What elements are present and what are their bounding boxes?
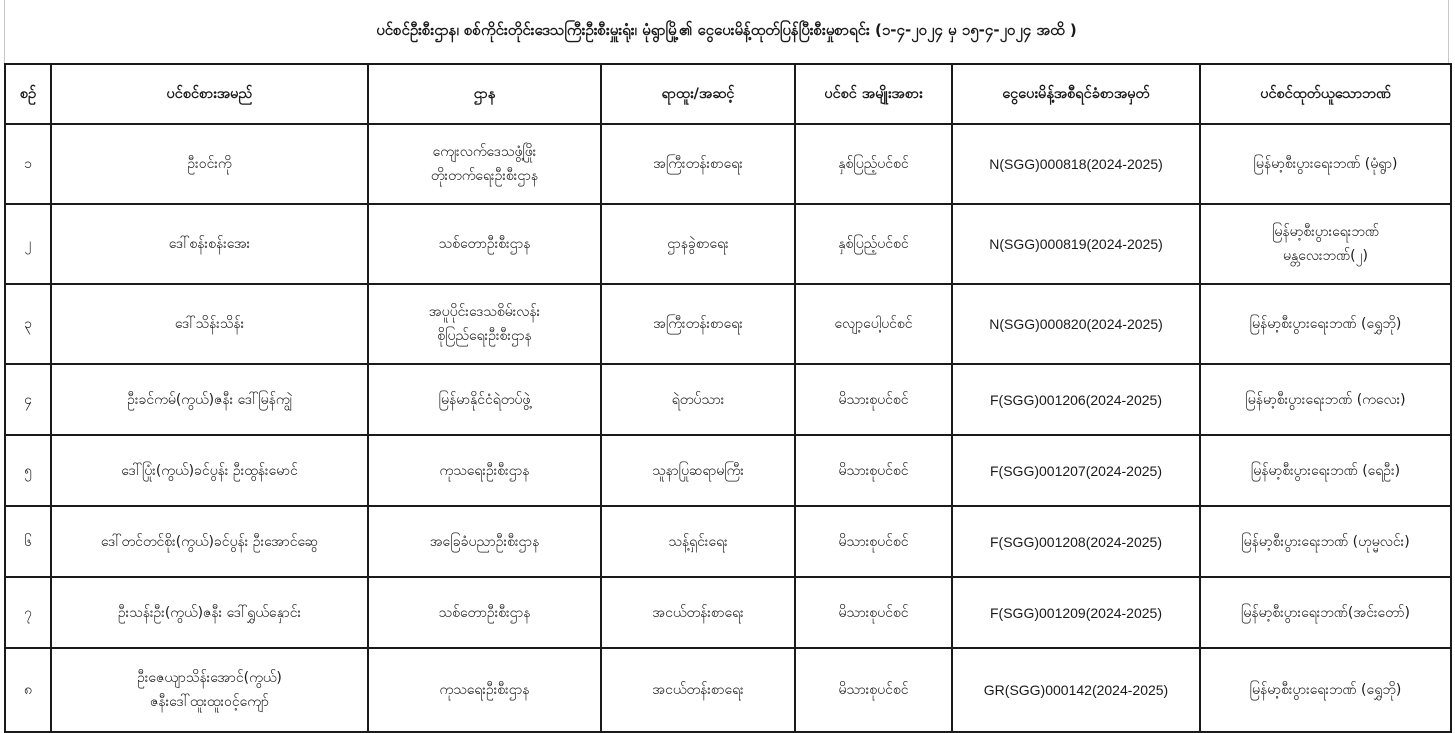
cell-rank: အငယ်တန်းစာရေး bbox=[601, 577, 795, 648]
cell-department: မြန်မာနိုင်ငံရဲတပ်ဖွဲ့ bbox=[368, 364, 601, 435]
cell-no: ၄ bbox=[5, 364, 51, 435]
cell-bank: မြန်မာ့စီးပွားရေးဘဏ် မန္တလေးဘဏ်(၂) bbox=[1200, 204, 1451, 284]
table-row bbox=[5, 364, 1451, 435]
cell-no: ၈ bbox=[5, 648, 51, 732]
table-row bbox=[5, 577, 1451, 648]
cell-permit-no: N(SGG)000820(2024-2025) bbox=[952, 284, 1200, 364]
table-header-row bbox=[5, 64, 1451, 124]
cell-name: ဒေါ်စန်းစန်းအေး bbox=[51, 204, 368, 284]
cell-rank: သူနာပြုဆရာမကြီး bbox=[601, 435, 795, 506]
cell-pension-type: မိသားစုပင်စင် bbox=[795, 506, 952, 577]
cell-rank: သန့်ရှင်းရေး bbox=[601, 506, 795, 577]
table-row bbox=[5, 124, 1451, 204]
cell-no: ၆ bbox=[5, 506, 51, 577]
cell-name: ဦးခင်ကမ်(ကွယ်)ဇနီး ဒေါ်မြန်ကျွဲ bbox=[51, 364, 368, 435]
table-row bbox=[5, 284, 1451, 364]
cell-rank: အငယ်တန်းစာရေး bbox=[601, 648, 795, 732]
cell-pension-type: မိသားစုပင်စင် bbox=[795, 364, 952, 435]
cell-bank: မြန်မာ့စီးပွားရေးဘဏ် (ရွှေဘို) bbox=[1200, 648, 1451, 732]
cell-rank: အကြီးတန်းစာရေး bbox=[601, 284, 795, 364]
cell-no: ၂ bbox=[5, 204, 51, 284]
cell-permit-no: N(SGG)000818(2024-2025) bbox=[952, 124, 1200, 204]
cell-permit-no: N(SGG)000819(2024-2025) bbox=[952, 204, 1200, 284]
cell-bank: မြန်မာ့စီးပွားရေးဘဏ် (ရွှေဘို) bbox=[1200, 284, 1451, 364]
cell-pension-type: လျော့ပေါ့ပင်စင် bbox=[795, 284, 952, 364]
cell-bank: မြန်မာ့စီးပွားရေးဘဏ် (ရေဦး) bbox=[1200, 435, 1451, 506]
cell-bank: မြန်မာ့စီးပွားရေးဘဏ် (ဟုမ္မလင်း) bbox=[1200, 506, 1451, 577]
cell-bank: မြန်မာ့စီးပွားရေးဘဏ် (ကလေး) bbox=[1200, 364, 1451, 435]
cell-department: သစ်တောဦးစီးဌာန bbox=[368, 577, 601, 648]
table-row bbox=[5, 204, 1451, 284]
header-bank: ပင်စင်ထုတ်ယူသောဘဏ် bbox=[1200, 64, 1451, 124]
cell-bank: မြန်မာ့စီးပွားရေးဘဏ်(အင်းတော်) bbox=[1200, 577, 1451, 648]
cell-pension-type: မိသားစုပင်စင် bbox=[795, 648, 952, 732]
table-row bbox=[5, 435, 1451, 506]
cell-permit-no: F(SGG)001207(2024-2025) bbox=[952, 435, 1200, 506]
cell-name: ဦးဝင်းကို bbox=[51, 124, 368, 204]
cell-permit-no: F(SGG)001208(2024-2025) bbox=[952, 506, 1200, 577]
cell-rank: ဌာနခွဲစာရေး bbox=[601, 204, 795, 284]
cell-no: ၇ bbox=[5, 577, 51, 648]
cell-name: ဒေါ်သိန်းသိန်း bbox=[51, 284, 368, 364]
cell-bank: မြန်မာ့စီးပွားရေးဘဏ် (မုံရွာ) bbox=[1200, 124, 1451, 204]
cell-pension-type: မိသားစုပင်စင် bbox=[795, 435, 952, 506]
document-title: ပင်စင်ဦးစီးဌာန၊ စစ်ကိုင်းတိုင်းဒေသကြီးဦးစီးမှူးရုံး၊ မုံရွာမြို့၏ ငွေပေးမိန့်ထုတ်ပြန်ပြီးစီးမှုစာရင်း (၁-၄-၂၀၂၄ မှ ၁၅-၄-၂၀၂၄ အထိ ) bbox=[4, 0, 1449, 63]
header-rank: ရာထူး/အဆင့် bbox=[601, 64, 795, 124]
cell-pension-type: နှစ်ပြည့်ပင်စင် bbox=[795, 124, 952, 204]
cell-rank: ရဲတပ်သား bbox=[601, 364, 795, 435]
cell-no: ၅ bbox=[5, 435, 51, 506]
cell-permit-no: F(SGG)001206(2024-2025) bbox=[952, 364, 1200, 435]
cell-department: အပူပိုင်းဒေသစိမ်းလန်း စိုပြည်ရေးဦးစီးဌာန bbox=[368, 284, 601, 364]
table-row bbox=[5, 648, 1451, 732]
header-name: ပင်စင်စားအမည် bbox=[51, 64, 368, 124]
cell-department: ကုသရေးဦးစီးဌာန bbox=[368, 648, 601, 732]
cell-department: အခြေခံပညာဦးစီးဌာန bbox=[368, 506, 601, 577]
cell-department: ကျေးလက်ဒေသဖွံ့ဖြိုး တိုးတက်ရေးဦးစီးဌာန bbox=[368, 124, 601, 204]
cell-name: ဦးဇေယျာသိန်းအောင်(ကွယ်) ဇနီးဒေါ်ထူးထူးဝင့်ကျော် bbox=[51, 648, 368, 732]
header-pension-type: ပင်စင် အမျိုးအစား bbox=[795, 64, 952, 124]
cell-no: ၁ bbox=[5, 124, 51, 204]
cell-department: ကုသရေးဦးစီးဌာန bbox=[368, 435, 601, 506]
cell-pension-type: နှစ်ပြည့်ပင်စင် bbox=[795, 204, 952, 284]
cell-name: ဦးသန်းဦး(ကွယ်)ဇနီး ဒေါ်ရွှယ်နှောင်း bbox=[51, 577, 368, 648]
table-row bbox=[5, 506, 1451, 577]
cell-permit-no: F(SGG)001209(2024-2025) bbox=[952, 577, 1200, 648]
cell-rank: အကြီးတန်းစာရေး bbox=[601, 124, 795, 204]
header-department: ဌာန bbox=[368, 64, 601, 124]
header-no: စဉ် bbox=[5, 64, 51, 124]
cell-no: ၃ bbox=[5, 284, 51, 364]
cell-permit-no: GR(SGG)000142(2024-2025) bbox=[952, 648, 1200, 732]
cell-pension-type: မိသားစုပင်စင် bbox=[795, 577, 952, 648]
cell-name: ဒေါ်ပြုံး(ကွယ်)ခင်ပွန်း ဦးထွန်းမောင် bbox=[51, 435, 368, 506]
pension-table bbox=[4, 63, 1452, 733]
cell-department: သစ်တောဦးစီးဌာန bbox=[368, 204, 601, 284]
cell-name: ဒေါ်တင်တင်စိုး(ကွယ်)ခင်ပွန်း ဦးအောင်ဆွေ bbox=[51, 506, 368, 577]
header-permit-no: ငွေပေးမိန့်အစီရင်ခံစာအမှတ် bbox=[952, 64, 1200, 124]
